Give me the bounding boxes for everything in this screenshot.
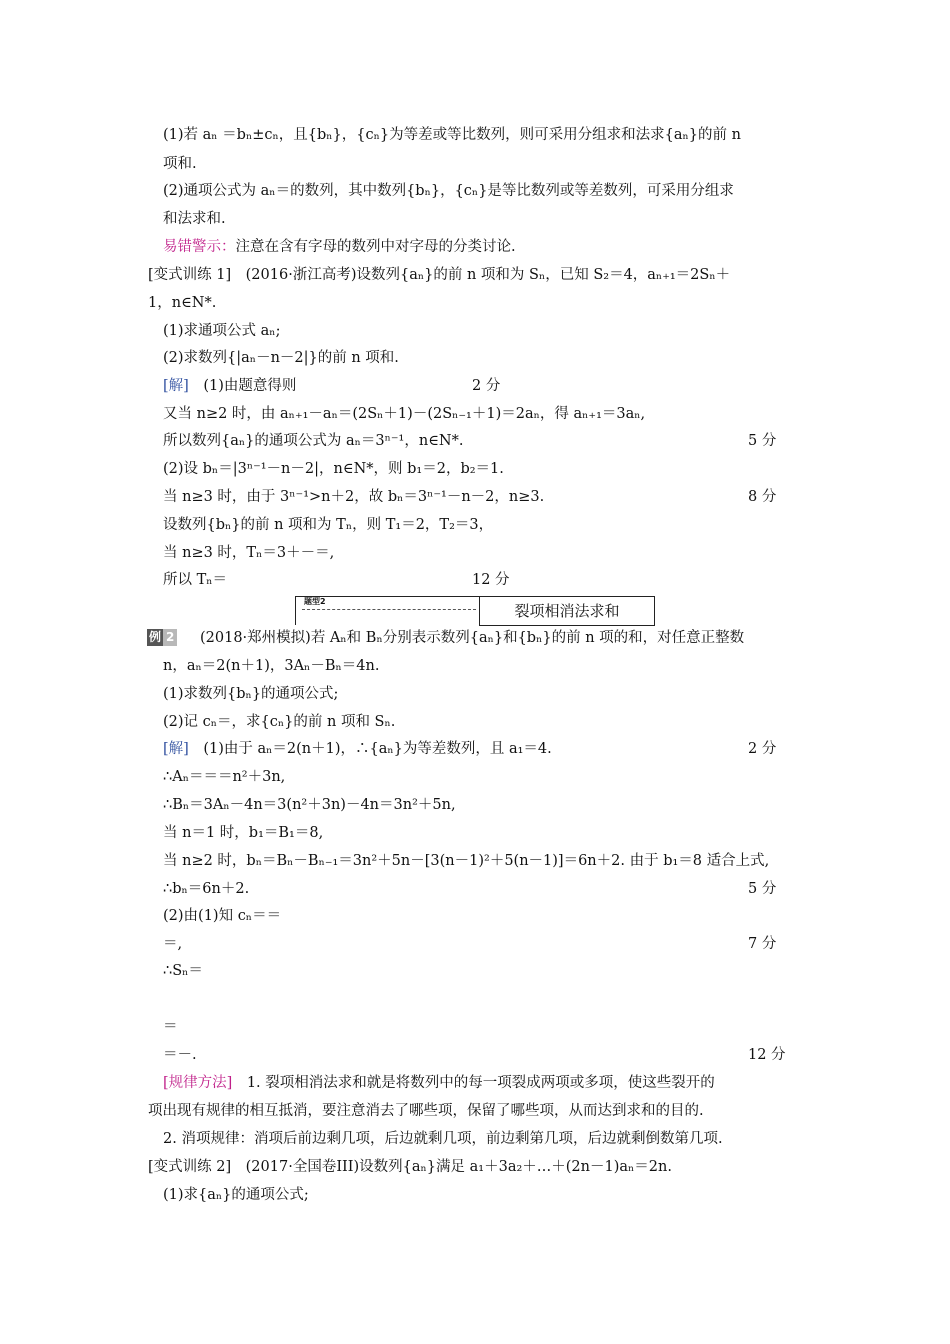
text-line: (1)求{aₙ}的通项公式; xyxy=(163,1187,309,1203)
text-line: [变式训练 2] (2017·全国卷III)设数列{aₙ}满足 a₁＋3a₂＋…＋(2n－1)aₙ＝2n. xyxy=(148,1159,672,1175)
text-line: 1，n∈N*. xyxy=(148,295,217,311)
solution-label: [解] xyxy=(163,378,189,394)
text-line: 当 n≥3 时，由于 3ⁿ⁻¹>n＋2，故 bₙ＝3ⁿ⁻¹－n－2，n≥3. xyxy=(163,489,545,505)
solution-text: (1)由于 aₙ＝2(n＋1)，∴{aₙ}为等差数列，且 a₁＝4. xyxy=(203,741,552,757)
text-line: (2)设 bₙ＝|3ⁿ⁻¹－n－2|，n∈N*，则 b₁＝2，b₂＝1. xyxy=(163,461,504,477)
text-line: 项和. xyxy=(163,156,197,172)
example-badge xyxy=(147,629,177,646)
banner-tag: 题型2 xyxy=(304,597,326,606)
solution-label: [解] xyxy=(163,741,189,757)
score: 12 分 xyxy=(472,572,510,588)
solution-line xyxy=(163,377,296,395)
score: 8 分 xyxy=(748,489,777,505)
banner-tag-box xyxy=(295,596,480,625)
method-line xyxy=(163,1074,715,1092)
text-line: ＝ xyxy=(163,1019,178,1035)
text-line: ＝, xyxy=(163,936,183,952)
text-line: 当 n＝1 时，b₁＝B₁＝8, xyxy=(163,825,324,841)
example-tag: 例 xyxy=(149,630,162,644)
score: 2 分 xyxy=(472,378,501,394)
solution-line xyxy=(163,740,552,758)
text-line: 当 n≥3 时，Tₙ＝3＋－＝, xyxy=(163,545,335,561)
text-line: ∴Aₙ＝＝＝n²＋3n, xyxy=(163,769,286,785)
text-line: [变式训练 1] (2016·浙江高考)设数列{aₙ}的前 n 项和为 Sₙ，已知 S₂＝4，aₙ₊₁＝2Sₙ＋ xyxy=(148,267,731,283)
banner-divider xyxy=(302,609,476,610)
score: 7 分 xyxy=(748,936,777,952)
text-line: (2)通项公式为 aₙ＝的数列，其中数列{bₙ}，{cₙ}是等比数列或等差数列，可采用分组求 xyxy=(163,183,734,199)
method-label: [规律方法] xyxy=(163,1075,233,1091)
method-text: 1. 裂项相消法求和就是将数列中的每一项裂成两项或多项，使这些裂开的 xyxy=(246,1075,715,1091)
text-line: (1)若 aₙ ＝bₙ±cₙ，且{bₙ}，{cₙ}为等差或等比数列，则可采用分组求和法求{aₙ}的前 n xyxy=(163,127,741,143)
text-line: (1)求数列{bₙ}的通项公式; xyxy=(163,686,339,702)
text-line: ∴bₙ＝6n＋2. xyxy=(163,881,250,897)
text-line: 和法求和. xyxy=(163,211,226,227)
text-line: (2018·郑州模拟)若 Aₙ和 Bₙ分别表示数列{aₙ}和{bₙ}的前 n 项的和，对任意正整数 xyxy=(200,630,745,646)
text-line: 当 n≥2 时，bₙ＝Bₙ－Bₙ₋₁＝3n²＋5n－[3(n－1)²＋5(n－1)]＝6n＋2. 由于 b₁＝8 适合上式, xyxy=(163,853,770,869)
example-number: 2 xyxy=(163,629,177,646)
banner-title: 裂项相消法求和 xyxy=(479,596,655,626)
text-line: (1)求通项公式 aₙ; xyxy=(163,323,281,339)
text-line: (2)记 cₙ＝，求{cₙ}的前 n 项和 Sₙ. xyxy=(163,714,396,730)
text-line: ∴Sₙ＝ xyxy=(163,963,203,979)
score: 2 分 xyxy=(748,741,777,757)
warning-line xyxy=(163,238,516,256)
section-banner xyxy=(295,596,655,626)
text-line: 所以 Tₙ＝ xyxy=(163,572,228,588)
solution-text: (1)由题意得则 xyxy=(203,378,297,394)
text-line: 项出现有规律的相互抵消，要注意消去了哪些项，保留了哪些项，从而达到求和的目的. xyxy=(148,1103,704,1119)
text-line: (2)由(1)知 cₙ＝＝ xyxy=(163,908,282,924)
text-line: 设数列{bₙ}的前 n 项和为 Tₙ，则 T₁＝2，T₂＝3， xyxy=(163,517,494,533)
text-line: 所以数列{aₙ}的通项公式为 aₙ＝3ⁿ⁻¹，n∈N*. xyxy=(163,433,464,449)
score: 5 分 xyxy=(748,881,777,897)
text-line: n，aₙ＝2(n＋1)，3Aₙ－Bₙ＝4n. xyxy=(163,658,380,674)
warning-label: 易错警示： xyxy=(163,239,236,255)
score: 5 分 xyxy=(748,433,777,449)
text-line: ∴Bₙ＝3Aₙ－4n＝3(n²＋3n)－4n＝3n²＋5n, xyxy=(163,797,456,813)
warning-text: 注意在含有字母的数列中对字母的分类讨论. xyxy=(235,239,516,255)
score: 12 分 xyxy=(748,1047,786,1063)
text-line: ＝－. xyxy=(163,1047,197,1063)
text-line: 2. 消项规律：消项后前边剩几项，后边就剩几项，前边剩第几项，后边就剩倒数第几项. xyxy=(163,1131,723,1147)
text-line: 又当 n≥2 时，由 aₙ₊₁－aₙ＝(2Sₙ＋1)－(2Sₙ₋₁＋1)＝2aₙ，得 aₙ₊₁＝3aₙ, xyxy=(163,406,646,422)
text-line: (2)求数列{|aₙ－n－2|}的前 n 项和. xyxy=(163,350,399,366)
